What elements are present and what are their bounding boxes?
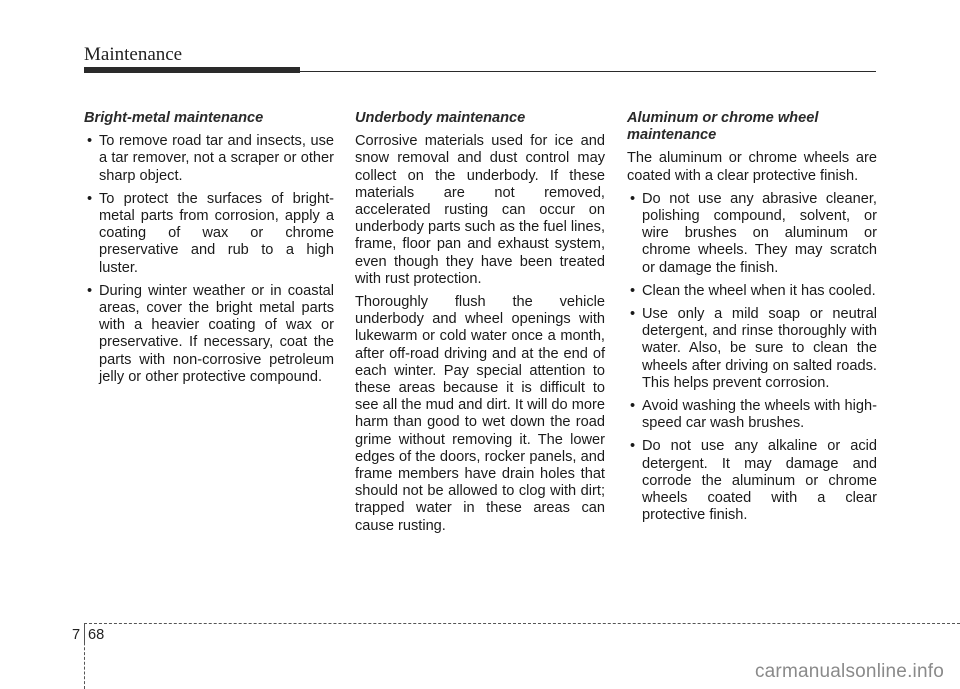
list-item: • Use only a mild soap or neutral detergent, and rinse thoroughly with water. Also, be sure to clean the wheels after driving on salted roads. This helps prevent corrosion. bbox=[630, 306, 877, 391]
bullet-icon: • bbox=[87, 133, 93, 150]
footer-rule bbox=[84, 623, 960, 624]
list-item: • Clean the wheel when it has cooled. bbox=[630, 282, 876, 299]
header-rule-thin bbox=[300, 71, 876, 72]
list-item: • During winter weather or in coastal areas, cover the bright metal parts with a heavier coating of wax or preservative. If necessary, coat the parts with non-corrosive petroleum jelly or other protective compound. bbox=[87, 282, 334, 385]
bullet-icon: • bbox=[630, 190, 636, 207]
intro-paragraph: The aluminum or chrome wheels are coated with a clear protective finish. bbox=[627, 150, 877, 184]
column-underbody bbox=[355, 110, 605, 541]
column-wheel bbox=[627, 110, 877, 530]
heading-underbody: Underbody maintenance bbox=[355, 110, 526, 126]
bullet-list bbox=[84, 133, 334, 386]
bullet-icon: • bbox=[630, 306, 636, 323]
bullet-icon: • bbox=[87, 190, 93, 207]
bullet-icon: • bbox=[87, 282, 93, 299]
list-item: • Do not use any alkaline or acid detergent. It may damage and corrode the aluminum or chrome wheels coated with a clear protective finish. bbox=[630, 438, 877, 524]
heading-bright-metal: Bright-metal maintenance bbox=[84, 110, 264, 126]
bullet-list bbox=[627, 191, 877, 525]
paragraph: Corrosive materials used for ice and snow removal and dust control may collect on the underbody. If these materials are not removed, accelerated rusting can occur on underbody parts such as the fuel lines, frame, floor pan and exhaust system, even though they have been treated with rust protection. bbox=[355, 133, 605, 287]
list-item: • To remove road tar and insects, use a tar remover, not a scraper or other sharp object. bbox=[87, 133, 334, 184]
list-item: • Avoid washing the wheels with high-speed car wash brushes. bbox=[630, 398, 877, 432]
watermark: carmanualsonline.info bbox=[754, 661, 944, 682]
paragraph: Thoroughly flush the vehicle underbody and wheel openings with lukewarm or cold water once a month, after off-road driving and at the end of each winter. Pay special attention to these areas because it is difficult to see all the mud and dirt. It will do more harm than good to wet down the road grime without removing it. The lower edges of the doors, rocker panels, and frame members have drain holes that should not be allowed to clog with dirt; trapped water in these areas can cause rusting. bbox=[355, 294, 605, 534]
heading-wheel: Aluminum or chrome wheel maintenance bbox=[627, 110, 819, 144]
bullet-icon: • bbox=[630, 282, 636, 299]
section-title: Maintenance bbox=[84, 44, 183, 65]
list-item: • Do not use any abrasive cleaner, polishing compound, solvent, or wire brushes on aluminum or chrome wheels. They may scratch or damage the finish. bbox=[630, 190, 877, 276]
bullet-icon: • bbox=[630, 398, 636, 415]
chapter-number: 7 bbox=[72, 627, 81, 643]
header-rule-thick bbox=[84, 67, 300, 73]
bullet-icon: • bbox=[630, 438, 636, 455]
page-number-divider bbox=[84, 625, 85, 645]
page-number: 68 bbox=[88, 627, 105, 643]
list-item: • To protect the surfaces of bright-metal parts from corrosion, apply a coating of wax or chrome preservative and rub to a high luster. bbox=[87, 190, 334, 276]
column-bright-metal bbox=[84, 110, 334, 392]
